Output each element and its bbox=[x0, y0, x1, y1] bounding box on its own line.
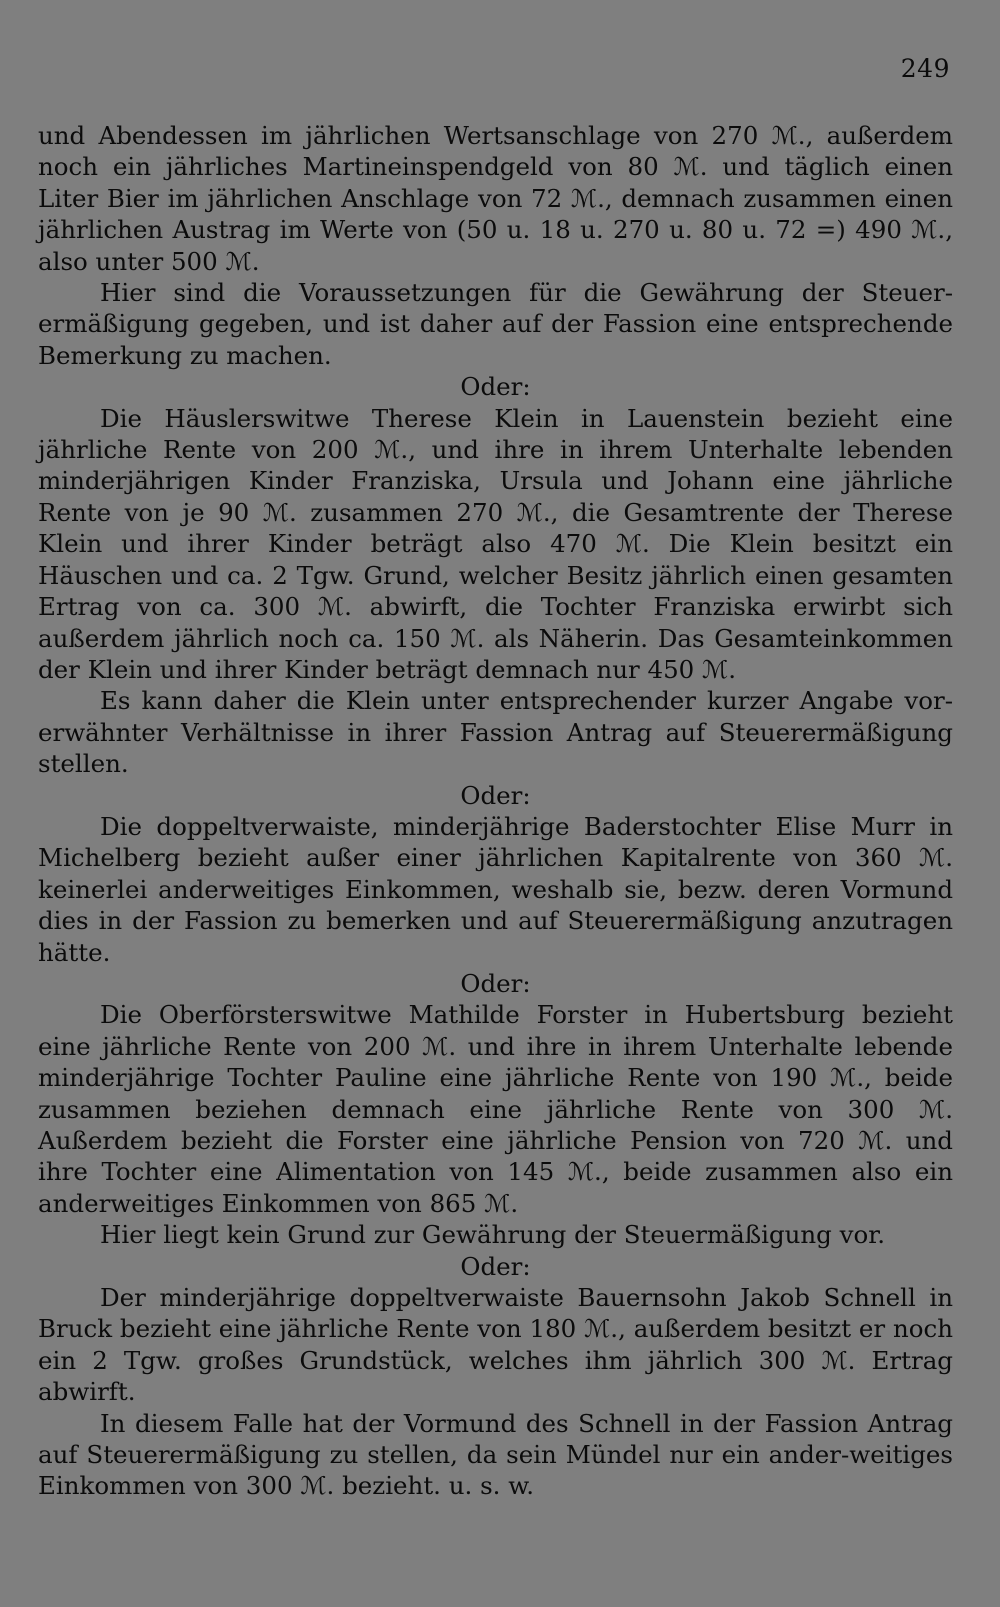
paragraph: Hier liegt kein Grund zur Gewährung der Steuermäßigung vor. bbox=[100, 1220, 886, 1250]
paragraph: Es kann daher die Klein unter entsprechender kurzer Angabe vor-erwähnter Verhältnisse in ihrer Fassion Antrag auf Steuerermäßigung stellen. bbox=[38, 686, 953, 779]
paragraph: Die Oberförsterswitwe Mathilde Forster in Hubertsburg bezieht eine jährliche Rente von 200 ℳ. und ihre in ihrem Unterhalte lebende minderjährige Tochter Pauline eine jährliche Rente von 190 ℳ., beide zusammen beziehen demnach eine jährliche Rente von 300 ℳ. Außerdem bezieht die Forster eine jährliche Pension von 720 ℳ. und ihre Tochter eine Alimentation von 145 ℳ., beide zusammen also ein anderweitiges Einkommen von 865 ℳ. bbox=[38, 1000, 953, 1218]
oder-separator: Oder: bbox=[460, 780, 531, 810]
paragraph: und Abendessen im jährlichen Wertsanschlage von 270 ℳ., außerdem noch ein jährliches Martineinspendgeld von 80 ℳ. und täglich einen Liter Bier im jährlichen Anschlage von 72 ℳ., demnach zusammen einen jährlichen Austrag im Werte von (50 u. 18 u. 270 u. 80 u. 72 =) 490 ℳ., also unter 500 ℳ. bbox=[38, 121, 953, 276]
paragraph: Der minderjährige doppeltverwaiste Bauernsohn Jakob Schnell in Bruck bezieht eine jährliche Rente von 180 ℳ., außerdem besitzt er noch ein 2 Tgw. großes Grundstück, welches ihm jährlich 300 ℳ. Ertrag abwirft. bbox=[38, 1283, 953, 1407]
page-number: 249 bbox=[900, 54, 950, 83]
paragraph: Hier sind die Voraussetzungen für die Gewährung der Steuer-ermäßigung gegeben, und ist daher auf der Fassion eine entsprechende Bemerkung zu machen. bbox=[38, 278, 953, 370]
paragraph: Die doppeltverwaiste, minderjährige Baderstochter Elise Murr in Michelberg bezieht außer einer jährlichen Kapitalrente von 360 ℳ. keinerlei anderweitiges Einkommen, weshalb sie, bezw. deren Vormund dies in der Fassion zu bemerken und auf Steuerermäßigung anzutragen hätte. bbox=[38, 811, 953, 967]
oder-separator: Oder: bbox=[460, 372, 531, 402]
paragraph: In diesem Falle hat der Vormund des Schnell in der Fassion Antrag auf Steuerermäßigung zu stellen, da sein Mündel nur ein ander-weitiges Einkommen von 300 ℳ. bezieht. u. s. w. bbox=[38, 1408, 953, 1501]
paragraph: Die Häuslerswitwe Therese Klein in Lauenstein bezieht eine jährliche Rente von 200 ℳ., und ihre in ihrem Unterhalte lebenden minderjährigen Kinder Franziska, Ursula und Johann eine jährliche Rente von je 90 ℳ. zusammen 270 ℳ., die Gesamtrente der Therese Klein und ihrer Kinder beträgt also 470 ℳ. Die Klein besitzt ein Häuschen und ca. 2 Tgw. Grund, welcher Besitz jährlich einen gesamten Ertrag von ca. 300 ℳ. abwirft, die Tochter Franziska erwirbt sich außerdem jährlich noch ca. 150 ℳ. als Näherin. Das Gesamteinkommen der Klein und ihrer Kinder beträgt demnach nur 450 ℳ. bbox=[38, 403, 953, 684]
oder-separator: Oder: bbox=[460, 968, 531, 998]
body-text bbox=[38, 120, 953, 1502]
oder-separator: Oder: bbox=[460, 1251, 531, 1281]
